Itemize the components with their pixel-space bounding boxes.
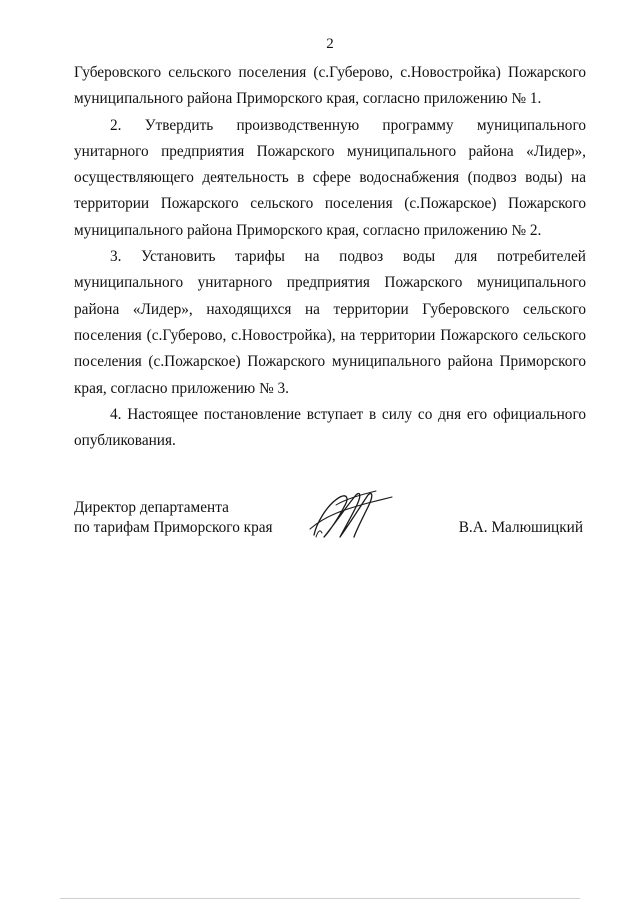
document-body	[74, 60, 586, 454]
signatory-name: В.А. Малюшицкий	[458, 519, 583, 536]
paragraph-continuation: Губеровского сельского поселения (с.Губерово, с.Новостройка) Пожарского муниципального района Приморского края, согласно приложению № 1.	[74, 64, 586, 108]
signatory-title	[74, 498, 273, 538]
signatory-title-line-2: по тарифам Приморского края	[74, 519, 273, 536]
handwritten-signature	[306, 485, 396, 545]
page-number: 2	[326, 36, 334, 52]
paragraph-item-4: 4. Настоящее постановление вступает в силу со дня его официального опубликования.	[74, 405, 586, 450]
signatory-title-line-1: Директор департамента	[74, 499, 229, 516]
paragraph-item-3: 3. Установить тарифы на подвоз воды для потребителей муниципального унитарного предприятия Пожарского муниципального района «Лидер», находящихся на территории Губеровского сельского поселения (с.Губерово, с.Новостройка), на территории Пожарского сельского поселения (с.Пожарское) Пожарского муниципального района Приморского края, согласно приложению № 3.	[74, 248, 586, 397]
paragraph-item-2: 2. Утвердить производственную программу муниципального унитарного предприятия Пожарского муниципального района «Лидер», осуществляющего деятельность в сфере водоснабжения (подвоз воды) на территории Пожарского сельского поселения (с.Пожарское) Пожарского муниципального района Приморского края, согласно приложению № 2.	[74, 116, 586, 239]
scan-edge-line	[60, 898, 580, 899]
